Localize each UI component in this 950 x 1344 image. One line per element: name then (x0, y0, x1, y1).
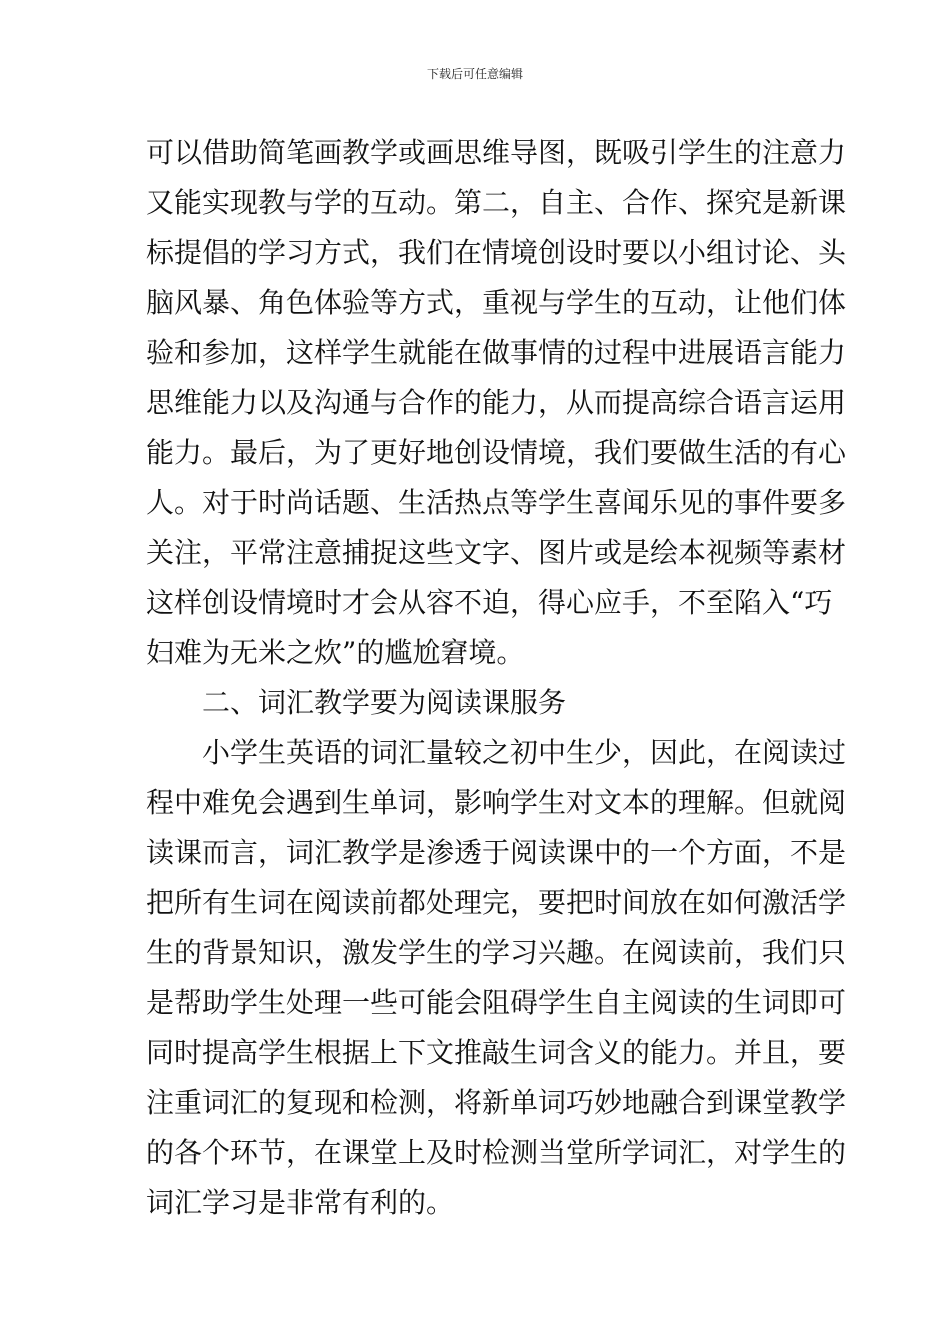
document-body (146, 128, 847, 1228)
text-line: 小学生英语的词汇量较之初中生少，因此，在阅读过 (146, 736, 847, 769)
text-line: 程中难免会遇到生单词，影响学生对文本的理解。但就阅 (146, 786, 847, 819)
text-line: 思维能力以及沟通与合作的能力，从而提高综合语言运用 (146, 386, 847, 419)
text-line: 关注，平常注意捕捉这些文字、图片或是绘本视频等素材 (146, 536, 847, 569)
text-line: 脑风暴、角色体验等方式，重视与学生的互动，让他们体 (146, 286, 847, 319)
text-line: 是帮助学生处理一些可能会阻碍学生自主阅读的生词即可 (146, 986, 847, 1019)
page-header: 下载后可任意编辑 (426, 67, 523, 81)
text-line: 人。对于时尚话题、生活热点等学生喜闻乐见的事件要多 (146, 486, 847, 519)
text-line: 的各个环节，在课堂上及时检测当堂所学词汇，对学生的 (146, 1136, 847, 1169)
text-line: 词汇学习是非常有利的。 (146, 1186, 455, 1219)
text-line: 注重词汇的复现和检测，将新单词巧妙地融合到课堂教学 (146, 1086, 847, 1119)
text-line: 这样创设情境时才会从容不迫，得心应手，不至陷入“巧 (146, 586, 833, 619)
text-line: 把所有生词在阅读前都处理完，要把时间放在如何激活学 (146, 886, 847, 919)
text-line: 能力。最后，为了更好地创设情境，我们要做生活的有心 (146, 436, 847, 469)
section-heading: 二、词汇教学要为阅读课服务 (146, 686, 567, 719)
text-line: 验和参加，这样学生就能在做事情的过程中进展语言能力 (146, 336, 847, 369)
text-line: 生的背景知识，激发学生的学习兴趣。在阅读前，我们只 (146, 936, 847, 969)
text-line: 可以借助简笔画教学或画思维导图，既吸引学生的注意力 (146, 136, 847, 169)
text-line: 读课而言，词汇教学是渗透于阅读课中的一个方面，不是 (146, 836, 847, 869)
text-line: 妇难为无米之炊”的尴尬窘境。 (146, 636, 525, 669)
text-line: 标提倡的学习方式，我们在情境创设时要以小组讨论、头 (146, 236, 847, 269)
text-line: 又能实现教与学的互动。第二，自主、合作、探究是新课 (146, 186, 847, 219)
text-line: 同时提高学生根据上下文推敲生词含义的能力。并且，要 (146, 1036, 847, 1069)
